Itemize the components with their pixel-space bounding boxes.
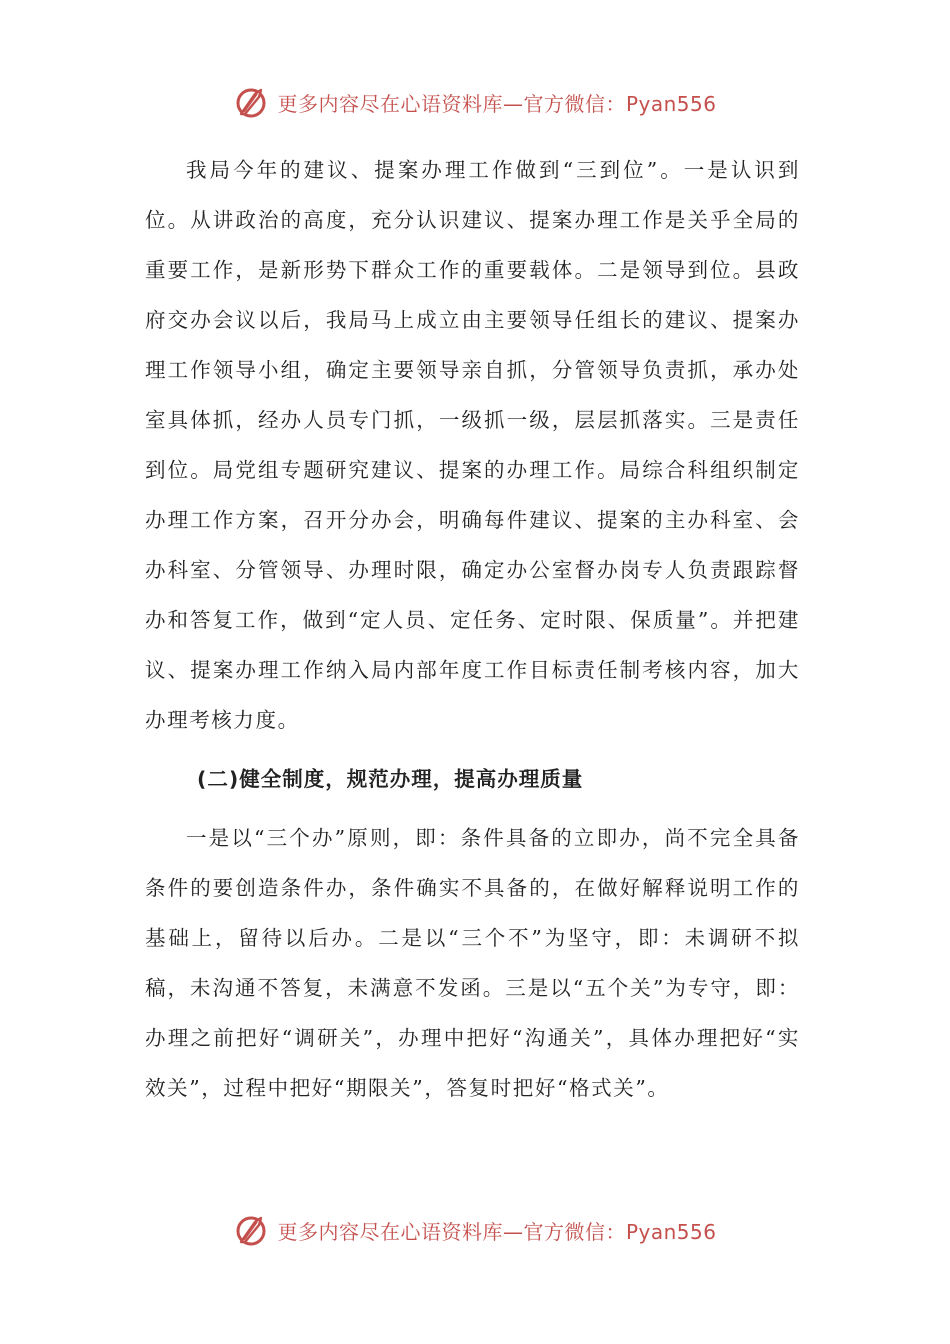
section-heading: (二)健全制度，规范办理，提高办理质量: [197, 767, 584, 791]
paragraph: 我局今年的建议、提案办理工作做到“三到位”。一是认识到位。从讲政治的高度，充分认识建议、提案办理工作是关乎全局的重要工作，是新形势下群众工作的重要载体。二是领导到位。县政府交办会议以后，我局马上成立由主要领导任组长的建议、提案办理工作领导小组，确定主要领导亲自抓，分管领导负责抓，承办处室具体抓，经办人员专门抓，一级抓一级，层层抓落实。三是责任到位。局党组专题研究建议、提案的办理工作。局综合科组织制定办理工作方案，召开分办会，明确每件建议、提案的主办科室、会办科室、分管领导、办理时限，确定办公室督办岗专人负责跟踪督办和答复工作，做到“定人员、定任务、定时限、保质量”。并把建议、提案办理工作纳入局内部年度工作目标责任制考核内容，加大办理考核力度。: [145, 158, 800, 732]
footer-banner-text: 更多内容尽在心语资料库—官方微信：Pyan556: [277, 1219, 717, 1244]
header-banner: [0, 80, 950, 124]
paragraph: 一是以“三个办”原则，即：条件具备的立即办，尚不完全具备条件的要创造条件办，条件确实不具备的，在做好解释说明工作的基础上，留待以后办。二是以“三个不”为坚守，即：未调研不拟稿，未沟通不答复，未满意不发函。三是以“五个关”为专守，即：办理之前把好“调研关”，办理中把好“沟通关”，具体办理把好“实效关”，过程中把好“期限关”，答复时把好“格式关”。: [145, 826, 800, 1100]
header-banner-text: 更多内容尽在心语资料库—官方微信：Pyan556: [277, 91, 717, 116]
quill-pen-logo-icon: [233, 84, 269, 120]
footer-banner: [0, 1208, 950, 1252]
document-body: [145, 145, 800, 1113]
quill-pen-logo-icon: [233, 1212, 269, 1248]
